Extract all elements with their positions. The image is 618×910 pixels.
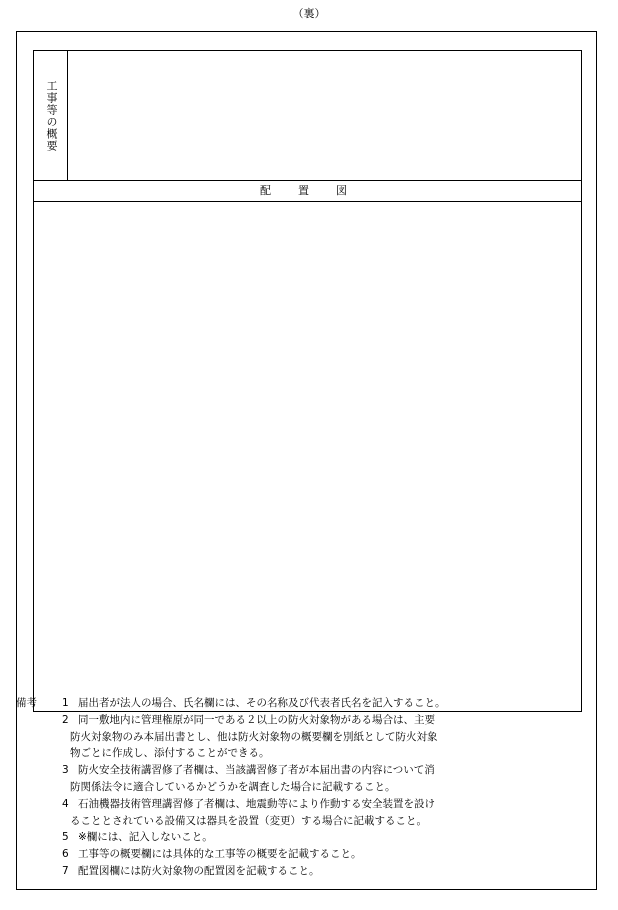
notes-title: 備考 — [16, 697, 37, 709]
note-line: 物ごとに作成し、添付することができる。 — [70, 747, 270, 760]
layout-diagram-header: 配 置 図 — [34, 181, 581, 202]
note-line: 5 ※欄には、記入しないこと。 — [62, 831, 213, 844]
note-line: ることとされている設備又は器具を設置（変更）する場合に記載すること。 — [70, 814, 427, 827]
form-table — [33, 50, 582, 712]
notes-list — [16, 695, 581, 880]
note-line: 4 石油機器技術管理講習修了者欄は、地震動等により作動する安全装置を設け — [62, 797, 435, 810]
overview-label-cell — [34, 51, 68, 180]
overview-row — [34, 51, 581, 181]
page-side-label: （裏） — [292, 7, 326, 20]
note-line: 6 工事等の概要欄には具体的な工事等の概要を記載すること。 — [62, 848, 362, 861]
note-line: 7 配置図欄には防火対象物の配置図を記載すること。 — [62, 864, 320, 877]
notes-section — [16, 695, 581, 880]
note-line: 防関係法令に適合しているかどうかを調査した場合に記載すること。 — [70, 780, 396, 793]
note-line: 2 同一敷地内に管理権原が同一である２以上の防火対象物がある場合は、主要 — [62, 713, 435, 726]
note-line: 1 届出者が法人の場合、氏名欄には、その名称及び代表者氏名を記入すること。 — [62, 697, 446, 709]
overview-input-area[interactable] — [68, 51, 581, 180]
layout-diagram-area[interactable] — [34, 202, 581, 711]
note-line: 3 防火安全技術講習修了者欄は、当該講習修了者が本届出書の内容について消 — [62, 764, 435, 777]
note-line: 防火対象物のみ本届出書とし、他は防火対象物の概要欄を別紙として防火対象 — [70, 730, 438, 743]
overview-label: 工事等の概要 — [45, 79, 58, 152]
